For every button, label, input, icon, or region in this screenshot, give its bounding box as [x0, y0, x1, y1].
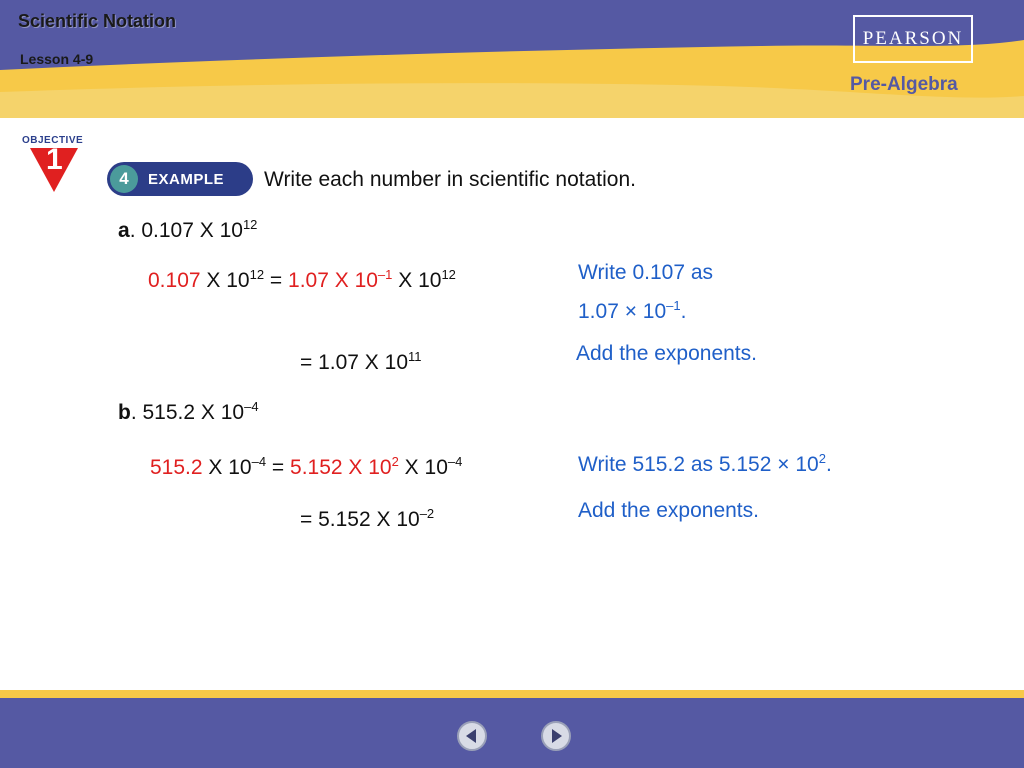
part-b-note1-exp: 2	[818, 451, 826, 466]
part-a-problem-text: . 0.107 X 10	[129, 219, 243, 242]
part-b-problem	[118, 401, 259, 425]
part-a-step1-red1: 0.107	[148, 269, 201, 292]
part-b-step2	[300, 508, 434, 532]
lesson-title: Scientific Notation	[18, 11, 177, 31]
part-b-note1-end: .	[825, 453, 832, 476]
part-a-step2-exp: 11	[408, 349, 422, 364]
part-a-problem-exp: 12	[242, 217, 258, 232]
example-label: EXAMPLE	[148, 171, 225, 188]
objective-label: OBJECTIVE	[22, 135, 84, 146]
part-a-step1-red2: 1.07 X 10	[288, 269, 378, 292]
part-b-step1-mid-exp: –4	[251, 454, 267, 469]
part-a-step2-text: = 1.07 X 10	[300, 351, 409, 374]
part-b-problem-text: . 515.2 X 10	[130, 401, 245, 424]
example-instruction: Write each number in scientific notation.	[264, 168, 636, 191]
back-button[interactable]	[457, 721, 487, 751]
example-number: 4	[110, 165, 138, 193]
part-a-note1-line2	[578, 300, 686, 324]
part-a-step1-mid-exp: 12	[249, 267, 265, 282]
part-b-note2: Add the exponents.	[578, 499, 759, 522]
part-b-step2-exp: –2	[419, 506, 435, 521]
part-b-step1-tail-exp: –4	[447, 454, 463, 469]
part-a-problem	[118, 219, 257, 243]
part-a-note1-text: 1.07 × 10	[578, 300, 667, 323]
part-b-step1-tail: X 10	[398, 456, 448, 479]
part-a-step1	[148, 269, 456, 293]
part-b-note1-text: Write 515.2 as 5.152 × 10	[578, 453, 819, 476]
course-name: Pre-Algebra	[850, 74, 958, 95]
part-a-letter: a	[118, 219, 130, 242]
part-a-step2	[300, 351, 422, 375]
part-b-step1-eq: =	[266, 456, 291, 479]
part-a-note1-end: .	[680, 300, 687, 323]
part-b-step1-mid: X 10	[202, 456, 252, 479]
part-a-note2: Add the exponents.	[576, 342, 757, 365]
right-arrow-icon	[543, 723, 569, 749]
lesson-number: Lesson 4-9	[20, 51, 94, 67]
publisher-logo: PEARSON	[853, 15, 973, 63]
left-arrow-icon	[459, 723, 485, 749]
part-b-note1	[578, 453, 832, 477]
part-a-step1-tail: X 10	[392, 269, 442, 292]
part-b-letter: b	[118, 401, 131, 424]
part-b-problem-exp: –4	[244, 399, 259, 414]
next-button[interactable]	[541, 721, 571, 751]
part-b-step2-text: = 5.152 X 10	[300, 508, 420, 531]
part-a-step1-red2-exp: –1	[377, 267, 393, 282]
part-b-step1-red1: 515.2	[150, 456, 203, 479]
part-a-note1-exp: –1	[666, 298, 681, 313]
part-a-note1-line1: Write 0.107 as	[578, 261, 714, 284]
objective-number: 1	[46, 143, 63, 176]
part-a-step1-tail-exp: 12	[441, 267, 456, 282]
part-a-step1-mid: X 10	[200, 269, 250, 292]
footer-stripe	[0, 690, 1024, 698]
part-b-step1-red2-exp: 2	[391, 454, 399, 469]
footer-bar	[0, 690, 1024, 768]
part-b-step1-red2: 5.152 X 10	[290, 456, 392, 479]
part-b-step1	[150, 456, 462, 480]
part-a-step1-eq: =	[264, 269, 289, 292]
